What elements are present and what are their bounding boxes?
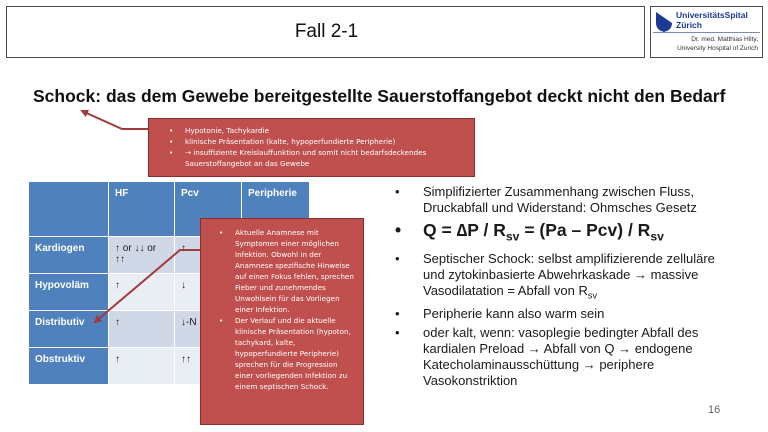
arrow-to-headline bbox=[82, 111, 148, 129]
usz-crest-icon bbox=[655, 11, 673, 33]
page-number: 16 bbox=[708, 404, 721, 416]
table-row-label: Kardiogen bbox=[29, 237, 109, 274]
table-cell: ↑ bbox=[175, 237, 242, 274]
table-cell: ↓ bbox=[175, 274, 242, 311]
table-header-cell: HF bbox=[109, 182, 175, 237]
list-item-subscript: sv bbox=[587, 290, 597, 301]
table-header-cell: Peripherie bbox=[242, 182, 310, 237]
callout-item: • Der Verlauf und die aktuelle klinische Präsentation (hypoton, tachykard, kalte, hypoperfundierte Peripherie) sprechen für die Progression einer vorliegenden Infektion zu einem septischen Schock. bbox=[235, 315, 358, 392]
table-cell: ↓-N bbox=[175, 311, 242, 348]
slide-headline: Schock: das dem Gewebe bereitgestellte Sauerstoffangebot deckt nicht den Bedarf bbox=[33, 86, 726, 106]
formula-subscript: sv bbox=[505, 229, 520, 244]
table-cell: ↑ or ↓↓ or ↑↑ bbox=[109, 237, 175, 274]
callout-item: • klinische Präsentation (kalte, hypoperfundierte Peripherie) bbox=[185, 136, 468, 147]
logo-name bbox=[676, 10, 748, 30]
table-cell: ↑ bbox=[109, 348, 175, 385]
list-item: • oder kalt, wenn: vasoplegie bedingter Abfall des kardialen Preload → Abfall von Q → endogene Katecholaminausschüttung → periphere Vasokonstriktion bbox=[395, 325, 735, 389]
callout-item: • Aktuelle Anamnese mit Symptomen einer möglichen Infektion. Obwohl in der Anamnese spezifische Hinweise auf einen Fokus fehlen, sprechen Fieber und zunehmendes Unwohlsein für das Vorliegen einer Infektion. bbox=[235, 227, 358, 315]
table-row-label: Distributiv bbox=[29, 311, 109, 348]
logo-institution: University Hospital of Zurich bbox=[677, 44, 758, 52]
callout-infection bbox=[200, 218, 364, 425]
logo-name-line2: Zürich bbox=[676, 20, 702, 30]
callout-item: • → insuffiziente Kreislauffunktion und somit nicht bedarfsdeckendes Sauerstoffangebot an das Gewebe bbox=[185, 147, 468, 169]
table-row-label: Obstruktiv bbox=[29, 348, 109, 385]
slide-header bbox=[6, 6, 645, 58]
logo-divider bbox=[653, 32, 760, 33]
table-cell: ↑ bbox=[109, 311, 175, 348]
callout-shock-signs bbox=[148, 118, 475, 177]
callout-item: • Hypotonie, Tachykardie bbox=[185, 125, 468, 136]
table-row-label: Hypovoläm bbox=[29, 274, 109, 311]
formula-part: Q = ∆P / R bbox=[423, 220, 506, 240]
table-header-cell bbox=[29, 182, 109, 237]
list-item-text: Septischer Schock: selbst amplifizierende zelluläre und zytokinbasierte Abwehrkaskade → massive Vasodilatation = Abfall von R bbox=[423, 250, 715, 298]
logo-name-line1: UniversitätsSpital bbox=[676, 10, 748, 20]
ohm-formula bbox=[395, 219, 735, 248]
list-item: • Peripherie kann also warm sein bbox=[395, 306, 735, 322]
explanation-list bbox=[395, 184, 735, 392]
university-logo bbox=[650, 6, 763, 58]
formula-part: = (Pa – Pcv) / R bbox=[519, 220, 651, 240]
logo-subtitle bbox=[677, 36, 758, 53]
list-item bbox=[395, 251, 735, 304]
table-cell: ↑↑ bbox=[175, 348, 242, 385]
slide-title: Fall 2-1 bbox=[294, 21, 359, 42]
logo-author: Dr. med. Matthias Hilty, bbox=[691, 36, 758, 43]
list-item: • Simplifizierter Zusammenhang zwischen Fluss, Druckabfall und Widerstand: Ohmsches Gesetz bbox=[395, 184, 735, 216]
formula-subscript: sv bbox=[650, 229, 664, 244]
table-header-cell: Pcv bbox=[175, 182, 242, 237]
table-cell: ↑ bbox=[109, 274, 175, 311]
